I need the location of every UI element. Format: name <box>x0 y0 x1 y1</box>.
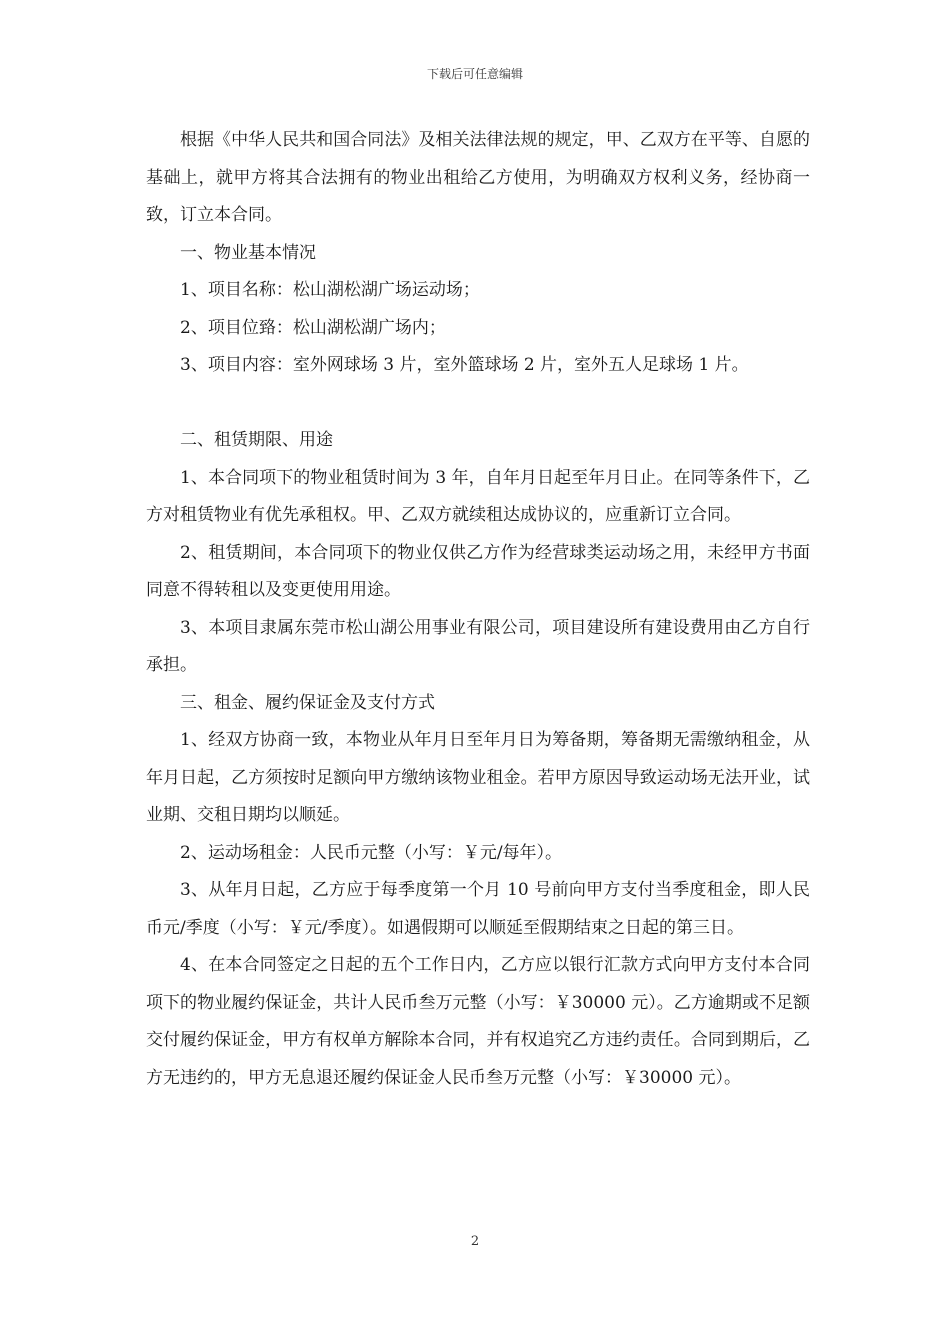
document-body <box>146 122 810 1097</box>
paragraph-project-name: 1、项目名称：松山湖松湖广场运动场； <box>180 280 480 300</box>
paragraph-deposit: 4、在本合同签定之日起的五个工作日内，乙方应以银行汇款方式向甲方支付本合同项下的物业履约保证金，共计人民币叁万元整（小写：￥30000 元）。乙方逾期或不足额交付履约保证金，甲方有权单方解除本合同，并有权追究乙方违约责任。合同到期后，乙方无违约的，甲方无息退还履约保证金人民币叁万元整（小写：￥30000 元）。 <box>146 955 810 1088</box>
paragraph-preparation-period: 1、经双方协商一致，本物业从年月日至年月日为筹备期，筹备期无需缴纳租金，从年月日起，乙方须按时足额向甲方缴纳该物业租金。若甲方原因导致运动场无法开业，试业期、交租日期均以顺延。 <box>146 730 810 825</box>
paragraph-lease-use: 2、租赁期间，本合同项下的物业仅供乙方作为经营球类运动场之用，未经甲方书面同意不得转租以及变更使用用途。 <box>146 542 810 600</box>
blank-line <box>146 385 810 423</box>
section-heading-1: 一、物业基本情况 <box>180 242 316 263</box>
paragraph-project-content: 3、项目内容：室外网球场 3 片，室外篮球场 2 片，室外五人足球场 1 片。 <box>180 355 749 375</box>
section-heading-3: 三、租金、履约保证金及支付方式 <box>180 692 435 713</box>
paragraph-construction-cost: 3、本项目隶属东莞市松山湖公用事业有限公司，项目建设所有建设费用由乙方自行承担。 <box>146 617 810 675</box>
paragraph-preamble: 根据《中华人民共和国合同法》及相关法律法规的规定，甲、乙双方在平等、自愿的基础上，就甲方将其合法拥有的物业出租给乙方使用，为明确双方权利义务，经协商一致，订立本合同。 <box>146 130 810 225</box>
paragraph-project-location: 2、项目位臵：松山湖松湖广场内； <box>180 317 446 338</box>
section-heading-2: 二、租赁期限、用途 <box>180 430 333 450</box>
paragraph-rent-amount: 2、运动场租金：人民币元整（小写：￥元/每年）。 <box>180 842 563 863</box>
page-number: 2 <box>470 1234 480 1249</box>
paragraph-lease-term: 1、本合同项下的物业租赁时间为 3 年，自年月日起至年月日止。在同等条件下，乙方对租赁物业有优先承租权。甲、乙双方就续租达成协议的，应重新订立合同。 <box>146 467 810 525</box>
page-header: 下载后可任意编辑 <box>426 67 523 81</box>
paragraph-quarterly-payment: 3、从年月日起，乙方应于每季度第一个月 10 号前向甲方支付当季度租金，即人民币元/季度（小写：￥元/季度）。如遇假期可以顺延至假期结束之日起的第三日。 <box>146 880 810 938</box>
